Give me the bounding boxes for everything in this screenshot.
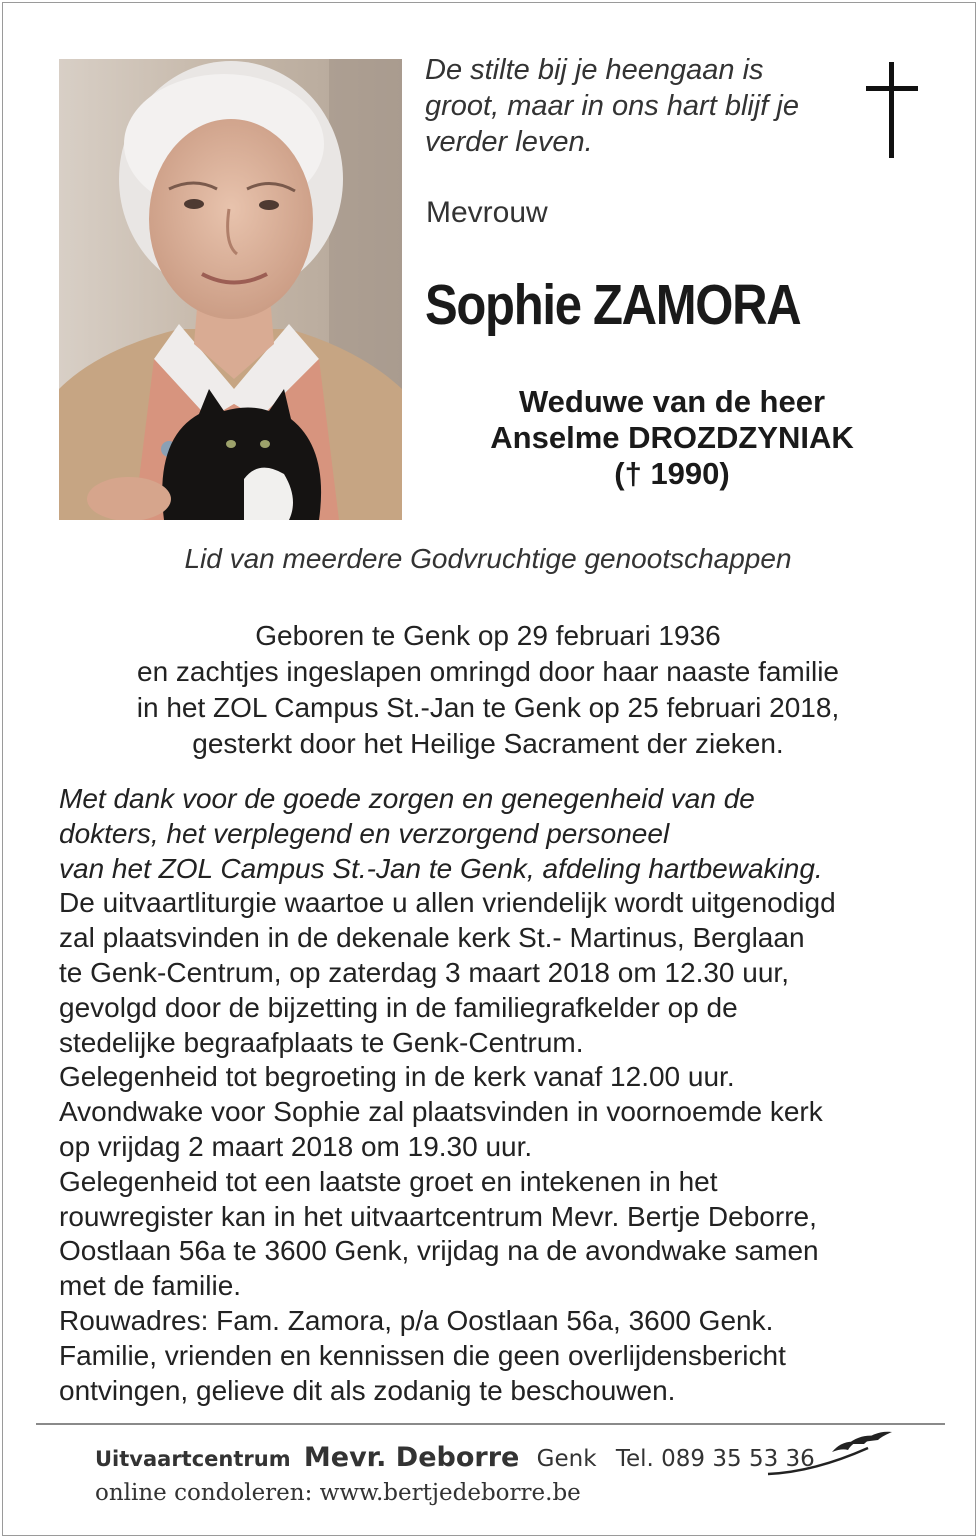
honorific: Mevrouw <box>426 196 548 229</box>
birth-death-line: en zachtjes ingeslapen omringd door haar naaste familie <box>137 656 839 687</box>
portrait-photo <box>59 59 402 520</box>
birth-death-line: Geboren te Genk op 29 februari 1936 <box>255 620 721 651</box>
deceased-name: Sophie ZAMORA <box>425 273 801 337</box>
details-line: zal plaatsvinden in de dekenale kerk St.- Martinus, Berglaan <box>59 922 805 954</box>
spouse-info <box>430 384 914 492</box>
birds-logo-icon <box>764 1428 894 1485</box>
spouse-line: († 1990) <box>614 456 730 491</box>
spouse-line: Anselme DROZDZYNIAK <box>490 420 854 455</box>
funeral-home-brand: Mevr. Deborre <box>303 1442 520 1473</box>
details-line: ontvingen, gelieve dit als zodanig te beschouwen. <box>59 1374 676 1406</box>
epigraph <box>425 52 835 160</box>
details-line: Avondwake voor Sophie zal plaatsvinden in voornoemde kerk <box>59 1096 823 1128</box>
footer-divider <box>36 1423 945 1425</box>
epigraph-line: De stilte bij je heengaan is <box>425 54 764 86</box>
details-line: Familie, vrienden en kennissen die geen overlijdensbericht <box>59 1339 786 1371</box>
details-line: stedelijke begraafplaats te Genk-Centrum. <box>59 1026 584 1058</box>
details-line: Gelegenheid tot een laatste groet en intekenen in het <box>59 1165 718 1197</box>
details-line: Rouwadres: Fam. Zamora, p/a Oostlaan 56a, 3600 Genk. <box>59 1304 774 1336</box>
birth-death-line: gesterkt door het Heilige Sacrament der zieken. <box>192 728 784 759</box>
birth-death-paragraph <box>0 618 976 762</box>
details-line: op vrijdag 2 maart 2018 om 19.30 uur. <box>59 1130 533 1162</box>
funeral-home-phone: Tel. 089 35 53 36 <box>615 1446 815 1472</box>
details-line: te Genk-Centrum, op zaterdag 3 maart 2018 om 12.30 uur, <box>59 956 789 988</box>
thanks-line: Met dank voor de goede zorgen en genegenheid van de <box>59 783 755 814</box>
thanks-line: van het ZOL Campus St.-Jan te Genk, afdeling hartbewaking. <box>59 852 823 884</box>
birth-death-line: in het ZOL Campus St.-Jan te Genk op 25 februari 2018, <box>136 692 840 723</box>
details-line: gevolgd door de bijzetting in de familiegrafkelder op de <box>59 991 738 1023</box>
details-line: met de familie. <box>59 1270 242 1302</box>
epigraph-line: verder leven. <box>425 126 593 158</box>
details-line: De uitvaartliturgie waartoe u allen vriendelijk wordt uitgenodigd <box>59 887 836 919</box>
main-text <box>59 782 939 1408</box>
funeral-home-line <box>95 1442 815 1473</box>
spouse-line: Weduwe van de heer <box>518 384 826 419</box>
funeral-home-city: Genk <box>536 1446 597 1472</box>
details-line: Oostlaan 56a te 3600 Genk, vrijdag na de avondwake samen <box>59 1235 819 1267</box>
details-line: rouwregister kan in het uitvaartcentrum Mevr. Bertje Deborre, <box>59 1200 817 1232</box>
epigraph-line: groot, maar in ons hart blijf je <box>425 90 799 122</box>
membership-line: Lid van meerdere Godvruchtige genootschappen <box>184 543 792 574</box>
condolence-link[interactable]: online condoleren: www.bertjedeborre.be <box>95 1480 581 1506</box>
funeral-home-label: Uitvaartcentrum <box>95 1447 291 1471</box>
details-line: Gelegenheid tot begroeting in de kerk vanaf 12.00 uur. <box>59 1061 735 1093</box>
latin-cross-icon <box>862 62 922 165</box>
thanks-line: dokters, het verplegend en verzorgend personeel <box>59 817 670 849</box>
